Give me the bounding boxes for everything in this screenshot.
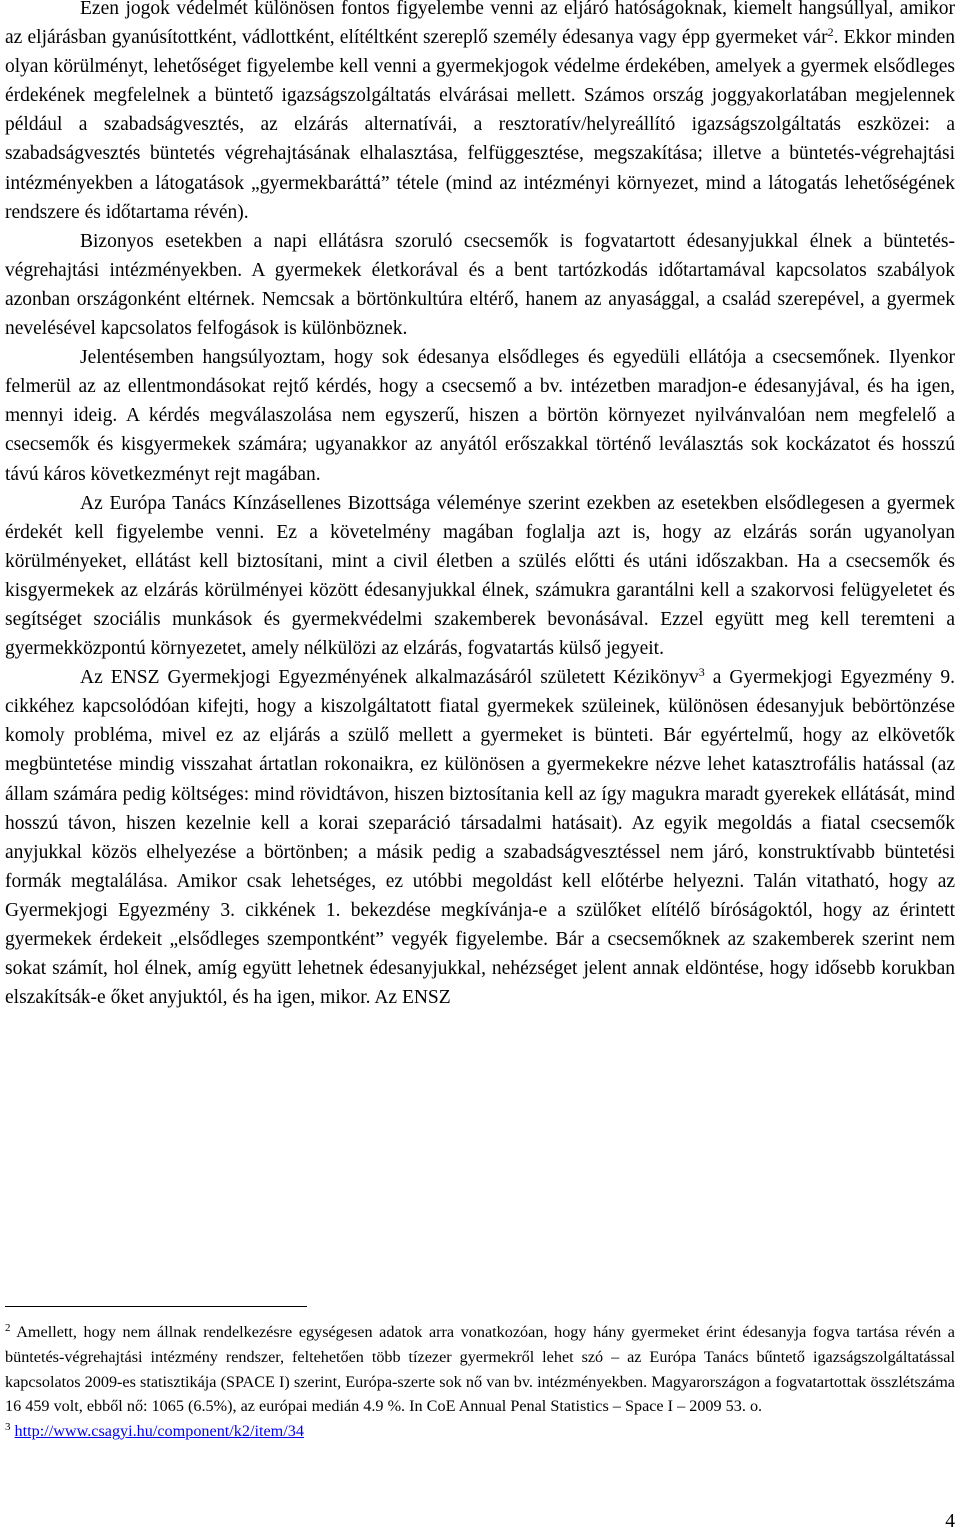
paragraph-5-text-b: a Gyermekjogi Egyezmény 9. cikkéhez kapcsolódóan kifejti, hogy a kiszolgáltatott fiatal gyermekek szüleinek, különösen édesanyjuk bebörtönzése komoly probléma, mivel ez az eljárás a szülő mellett a gyermeket is bünteti. Bár egyértelmű, hogy az elkövetők megbüntetése mindig visszahat ártatlan rokonaikra, ez különösen a gyermekekre nézve lehet katasztrofális hatással (az állam számára pedig költséges: mind rövidtávon, hiszen biztosítania kell az így magukra maradt gyerekek ellátását, mind hosszú távon, hiszen kezelnie kell a korai szeparáció társadalmi hatásait). Az egyik megoldás a fiatal csecsemők anyjukkal közös elhelyezése a börtönben; a másik pedig a szabadságvesztéssel nem járó, konstruktívabb büntetési formák megtalálása. Amikor csak lehetséges, ez utóbbi megoldást kell előtérbe helyezni. Talán vitatható, hogy az Gyermekjogi Egyezmény 3. cikkének 1. bekezdése megkívánja-e a szülőket elítélő bíróságoktól, hogy az érintett gyermekek érdekeit „elsődleges szempontként” vegyék figyelembe. Bár a csecsemőknek az szakemberek szerint nem sokat számít, hol élnek, amíg együtt lehetnek édesanyjukkal, nehézséget jelent annak eldöntése, hogy idősebb korukban elszakítsák-e őket anyjuktól, és ha igen, mikor. Az ENSZ [5,667,955,1009]
paragraph-1-text-a: Ezen jogok védelmét különösen fontos figyelembe venni az eljáró hatóságoknak, kiemelt hangsúllyal, amikor az eljárásban gyanúsítottként, vádlottként, elítéltként szereplő személy édesanya vagy épp gyermeket vár [5,0,955,49]
paragraph-5-text-a: Az ENSZ Gyermekjogi Egyezményének alkalmazásáról született Kézikönyv [80,667,699,689]
footnote-3-mark: 3 [5,1421,11,1434]
paragraph-1 [5,0,955,227]
footnote-3 [5,1419,955,1444]
footnote-ref-3[interactable]: 3 [698,665,705,680]
footnote-3-link[interactable]: http://www.csagyi.hu/component/k2/item/34 [14,1422,304,1441]
footnote-2-mark: 2 [5,1322,11,1334]
footnote-separator [5,1306,307,1307]
footnotes [5,1320,955,1444]
page-number: 4 [945,1511,955,1532]
paragraph-4: Az Európa Tanács Kínzásellenes Bizottsága véleménye szerint ezekben az esetekben elsődlegesen a gyermek érdekét kell figyelembe venni. Ez a követelmény magában foglalja azt is, hogy az elzárás során ugyanolyan körülményeket, ellátást kell biztosítani, mint a civil életben a szülés előtti és utáni időszakban. Ha a csecsemők és kisgyermekek az elzárás körülményei között édesanyjukkal élnek, számukra garantálni kell a szakorvosi felügyeletet és segítséget szociális munkások és gyermekvédelmi szakemberek bevonásával. Ezzel együtt meg kell teremteni a gyermekközpontú környezetet, amely nélkülözi az elzárás, fogvatartás külső jegyeit. [5,492,955,660]
paragraph-5 [5,663,955,1012]
footnote-2 [5,1320,955,1419]
paragraph-3: Jelentésemben hangsúlyoztam, hogy sok édesanya elsődleges és egyedüli ellátója a csecsemőnek. Ilyenkor felmerül az az ellentmondásokat rejtő kérdés, hogy a csecsemő a bv. intézetben maradjon-e édesanyjával, és ha igen, mennyi ideig. A kérdés megválaszolása nem egyszerű, hiszen a börtön környezet nyilvánvalóan nem megfelelő a csecsemők és kisgyermekek számára; ugyanakkor az anyától erőszakkal történő leválasztás sok kockázatot és hosszú távú káros következményt rejt magában. [5,347,955,485]
footnote-ref-2[interactable]: 2 [827,25,834,40]
paragraph-2: Bizonyos esetekben a napi ellátásra szoruló csecsemők is fogvatartott édesanyjukkal élnek a büntetés-végrehajtási intézményekben. A gyermekek életkorával és a bent tartózkodás időtartamával kapcsolatos szabályok azonban országonként eltérnek. Nemcsak a börtönkultúra eltérő, hanem az anyasággal, a család szerepével, a gyermek nevelésével kapcsolatos felfogások is különböznek. [5,230,955,340]
footnote-2-text: Amellett, hogy nem állnak rendelkezésre egységesen adatok arra vonatkozóan, hogy hány gyermeket érint édesanyja fogva tartása révén a büntetés-végrehajtási intézmény rendszer, feltehetően több tízezer gyermekről lehet szó – az Európa Tanács bűntető igazságszolgáltatással kapcsolatos 2009-es statisztikája (SPACE I) szerint, Európa-szerte sok nő van bv. intézményekben. Magyarországon a fogvatartottak összlétszáma 16 459 volt, ebből nő: 1065 (6.5%), az európai medián 4.9 %. In CoE Annual Penal Statistics – Space I – 2009 53. o. [5,1323,955,1416]
paragraph-1-text-b: . Ekkor minden olyan körülményt, lehetőséget figyelembe kell venni a gyermekjogok védelme érdekében, amelyek a gyermek elsődleges érdekének megfelelnek a büntető igazságszolgáltatás elvárásai mellett. Számos ország joggyakorlatában megjelennek például a szabadságvesztés, az elzárás alternatívái, a resztoratív/helyreállító igazságszolgáltatás eszközei: a szabadságvesztés büntetés végrehajtásának elhalasztása, felfüggesztése, megszakítása; illetve a büntetés-végrehajtási intézményekben a látogatások „gyermekbaráttá” tétele (mind az intézményi környezet, mind a látogatás lehetőségének rendszere és időtartama révén). [5,27,955,223]
main-text [5,0,955,1012]
